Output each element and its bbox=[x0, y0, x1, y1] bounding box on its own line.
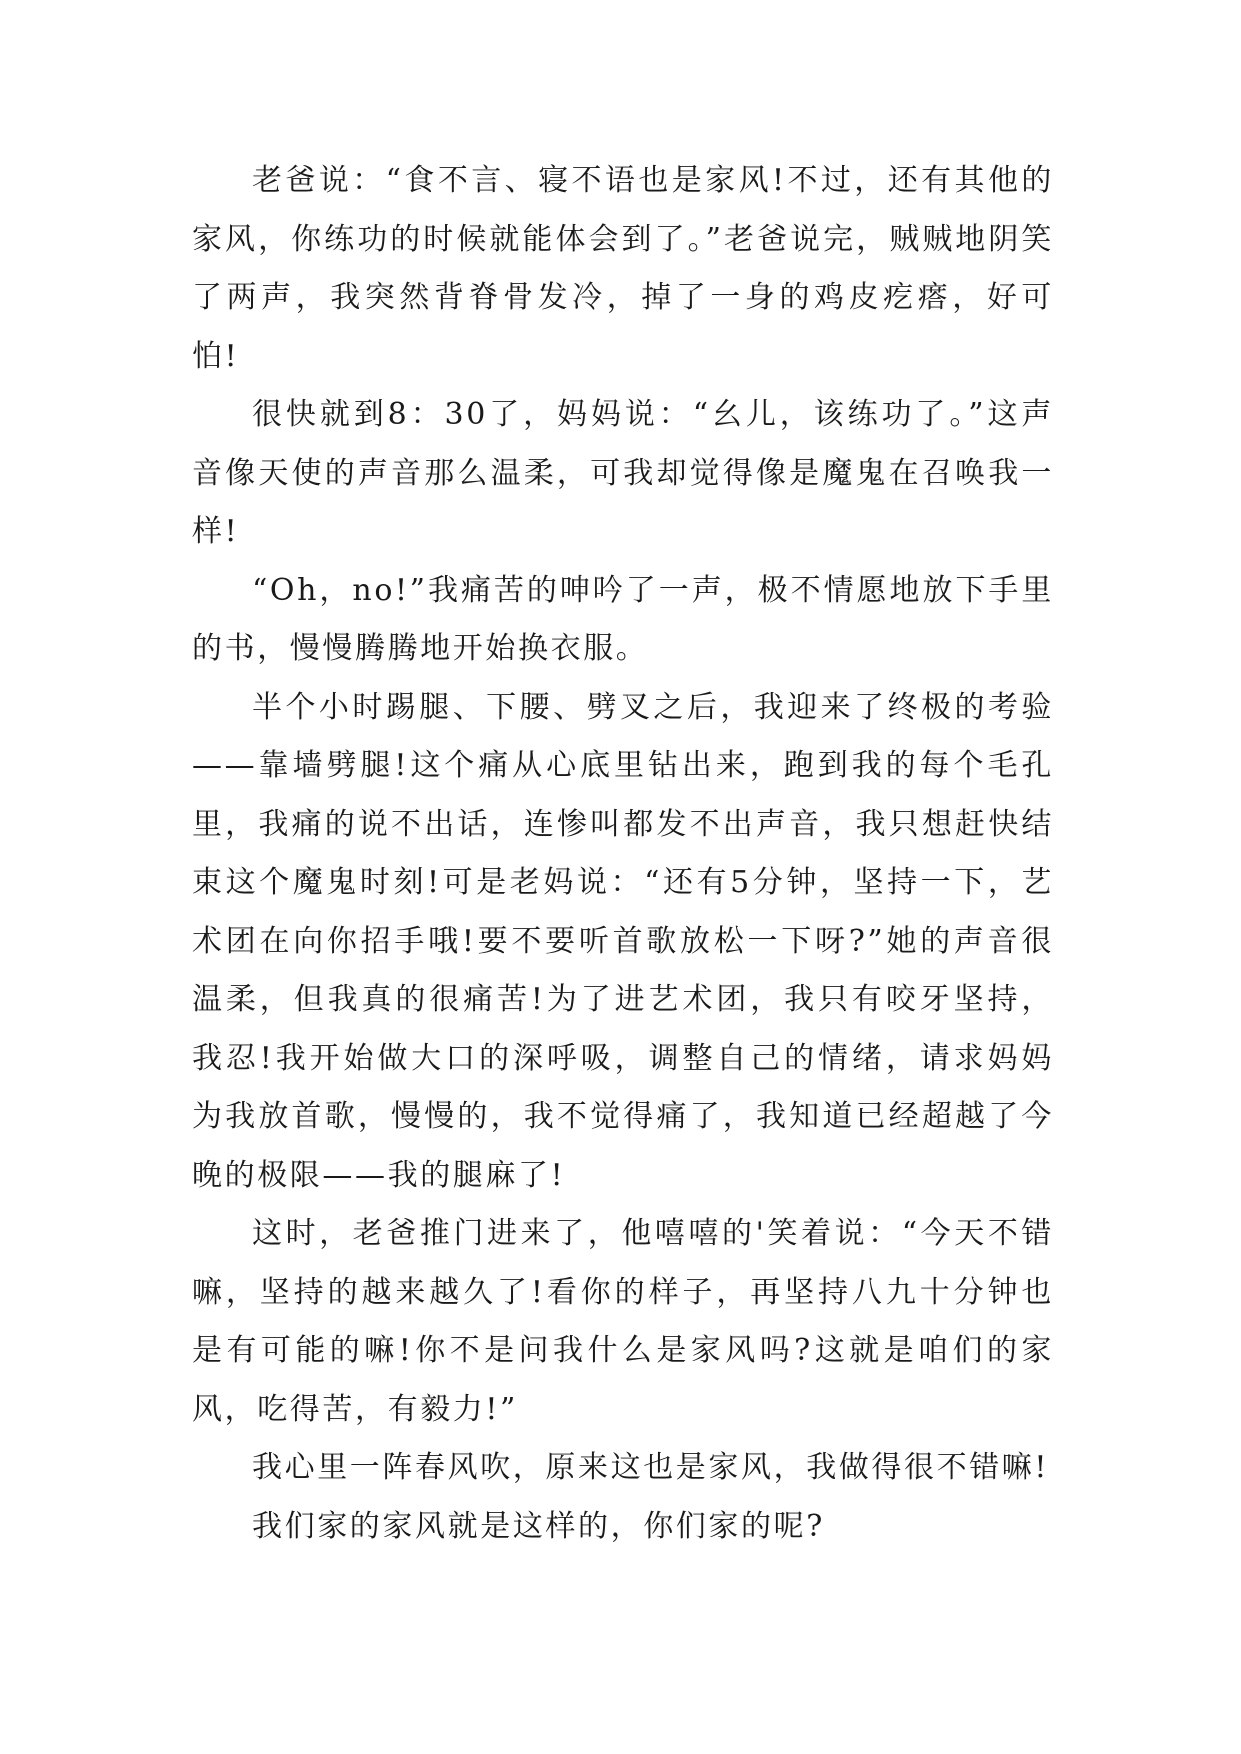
paragraph-1: 老爸说：“食不言、寝不语也是家风!不过，还有其他的家风，你练功的时候就能体会到了。”老爸说完，贼贼地阴笑了两声，我突然背脊骨发冷，掉了一身的鸡皮疙瘩，好可怕! bbox=[192, 163, 1054, 374]
paragraph-5: 这时，老爸推门进来了，他嘻嘻的'笑着说：“今天不错嘛，坚持的越来越久了!看你的样子，再坚持八九十分钟也是有可能的嘛!你不是问我什么是家风吗?这就是咱们的家风，吃得苦，有毅力!” bbox=[192, 1216, 1054, 1427]
paragraph-2: 很快就到8：30了，妈妈说：“幺儿，该练功了。”这声音像天使的声音那么温柔，可我却觉得像是魔鬼在召唤我一样! bbox=[192, 397, 1054, 549]
paragraph-3: “Oh，no!”我痛苦的呻吟了一声，极不情愿地放下手里的书，慢慢腾腾地开始换衣服。 bbox=[192, 572, 1054, 666]
document-body bbox=[192, 152, 1054, 1556]
paragraph-4: 半个小时踢腿、下腰、劈叉之后，我迎来了终极的考验——靠墙劈腿!这个痛从心底里钻出来，跑到我的每个毛孔里，我痛的说不出话，连惨叫都发不出声音，我只想赶快结束这个魔鬼时刻!可是老妈说：“还有5分钟，坚持一下，艺术团在向你招手哦!要不要听首歌放松一下呀?”她的声音很温柔，但我真的很痛苦!为了进艺术团，我只有咬牙坚持，我忍!我开始做大口的深呼吸，调整自己的情绪，请求妈妈为我放首歌，慢慢的，我不觉得痛了，我知道已经超越了今晚的极限——我的腿麻了! bbox=[192, 689, 1054, 1193]
paragraph-6: 我心里一阵春风吹，原来这也是家风，我做得很不错嘛! bbox=[252, 1450, 1050, 1485]
paragraph-7: 我们家的家风就是这样的，你们家的呢? bbox=[252, 1508, 825, 1544]
